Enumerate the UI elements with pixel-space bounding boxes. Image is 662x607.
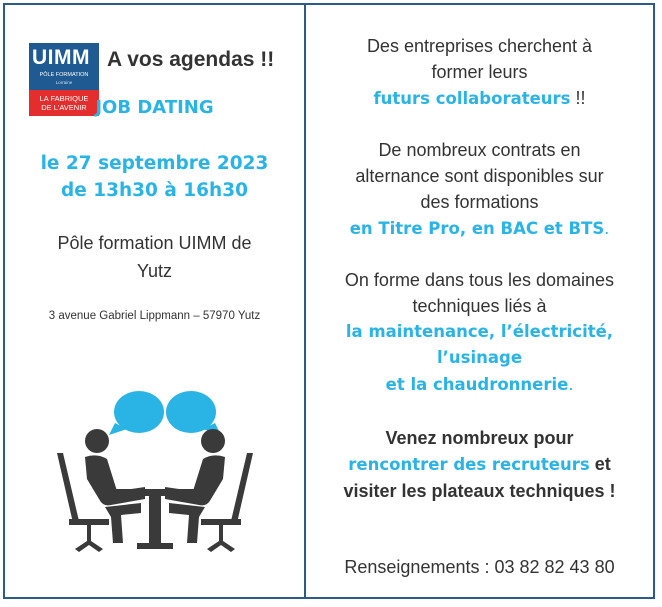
p4-line1: Venez nombreux pour	[385, 428, 574, 448]
p2-line1: De nombreux contrats en	[378, 140, 581, 160]
p4-line2	[306, 451, 653, 478]
p4-line3: visiter les plateaux techniques !	[343, 481, 616, 501]
p1-highlight: futurs collaborateurs	[373, 89, 571, 108]
event-place-line1: Pôle formation UIMM de	[57, 233, 252, 253]
p2-suffix: .	[604, 218, 610, 238]
p3-highlight2: l’usinage	[436, 348, 523, 367]
paragraph-entreprises	[306, 33, 653, 112]
event-place-line2: Yutz	[136, 261, 173, 281]
contact-info: Renseignements : 03 82 82 43 80	[344, 557, 615, 577]
event-date-day: le 27 septembre 2023	[40, 153, 269, 174]
event-title: JOB DATING	[95, 97, 214, 118]
event-address: 3 avenue Gabriel Lippmann – 57970 Yutz	[48, 310, 261, 322]
p2-highlight: en Titre Pro, en BAC et BTS	[349, 219, 605, 238]
paragraph-contrats	[306, 137, 653, 242]
p2-line2: alternance sont disponibles sur	[355, 166, 604, 186]
p2-line3: des formations	[420, 192, 539, 212]
p3-line2: techniques liés à	[412, 296, 547, 316]
interview-illustration-icon	[45, 383, 265, 553]
p3-line1: On forme dans tous les domaines	[344, 270, 615, 290]
event-place	[5, 229, 304, 285]
p4-highlight: rencontrer des recruteurs	[348, 455, 590, 474]
logo-tagline-2: DE L'AVENIR	[41, 103, 87, 112]
logo-pole: PÔLE FORMATION	[39, 72, 89, 78]
p1-line3	[306, 85, 653, 112]
agendas-heading: A vos agendas !!	[107, 48, 275, 71]
p3-highlight1: la maintenance, l’électricité,	[345, 322, 614, 341]
event-date	[5, 150, 304, 204]
right-column	[306, 5, 653, 597]
p3-highlight3: et la chaudronnerie	[385, 375, 569, 394]
p1-line2: former leurs	[431, 62, 528, 82]
logo-blue-block	[29, 43, 99, 90]
p2-line4	[306, 215, 653, 242]
logo-tagline-1: LA FABRIQUE	[39, 94, 89, 103]
paragraph-domaines	[306, 267, 653, 398]
p4-suffix: et	[589, 454, 611, 474]
p3-suffix: .	[568, 374, 574, 394]
p1-suffix: !!	[570, 88, 586, 108]
left-column	[5, 5, 304, 597]
event-date-time: de 13h30 à 16h30	[61, 180, 248, 201]
speech-bubbles-icon	[109, 391, 221, 435]
paragraph-venez	[306, 425, 653, 504]
logo-brand: UIMM	[32, 46, 90, 69]
p1-line1: Des entreprises cherchent à	[366, 36, 593, 56]
logo-region: Lorraine	[55, 80, 73, 85]
p3-line5	[306, 371, 653, 398]
